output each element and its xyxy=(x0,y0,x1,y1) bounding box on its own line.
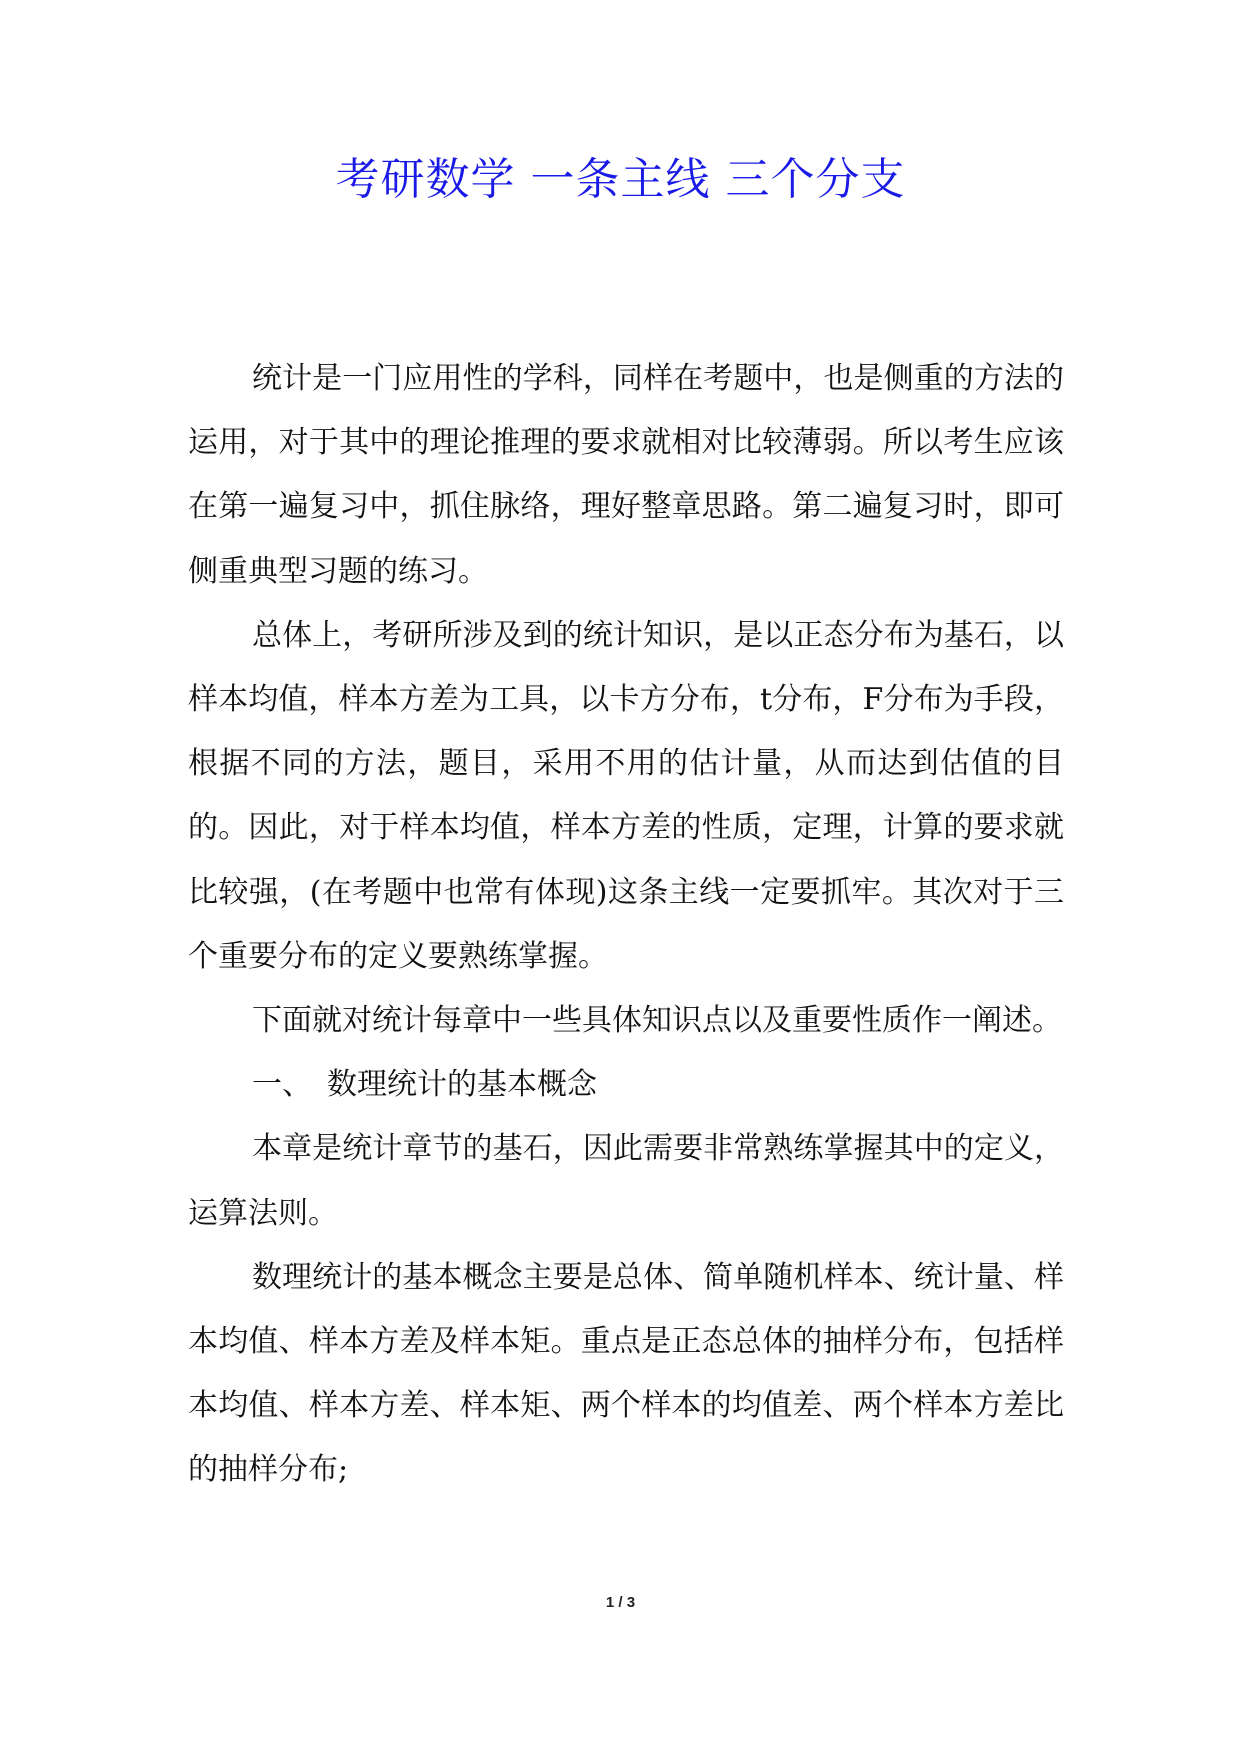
paragraph-basic-concepts: 数理统计的基本概念主要是总体、简单随机样本、统计量、样本均值、样本方差及样本矩。重点是正态总体的抽样分布，包括样本均值、样本方差、样本矩、两个样本的均值差、两个样本方差比的抽样分布; xyxy=(188,1259,1064,1488)
page-number: 1 / 3 xyxy=(605,1594,636,1611)
page-title: 考研数学 一条主线 三个分支 xyxy=(335,154,906,205)
paragraph-overview: 总体上，考研所涉及到的统计知识，是以正态分布为基石，以样本均值，样本方差为工具，以卡方分布，t分布，F分布为手段，根据不同的方法，题目，采用不用的估计量，从而达到估值的目的。因此，对于样本均值，样本方差的性质，定理，计算的要求就比较强，(在考题中也常有体现)这条主线一定要抓牢。其次对于三个重要分布的定义要熟练掌握。 xyxy=(188,617,1064,974)
paragraph-outline: 下面就对统计每章中一些具体知识点以及重要性质作一阐述。 xyxy=(252,1003,1062,1039)
document-body xyxy=(188,347,1064,1503)
section-heading: 一、 数理统计的基本概念 xyxy=(252,1067,597,1103)
paragraph-chapter-intro: 本章是统计章节的基石，因此需要非常熟练掌握其中的定义，运算法则。 xyxy=(188,1131,1064,1231)
paragraph-intro: 统计是一门应用性的学科，同样在考题中，也是侧重的方法的运用，对于其中的理论推理的要求就相对比较薄弱。所以考生应该在第一遍复习中，抓住脉络，理好整章思路。第二遍复习时，即可侧重典型习题的练习。 xyxy=(188,361,1064,589)
